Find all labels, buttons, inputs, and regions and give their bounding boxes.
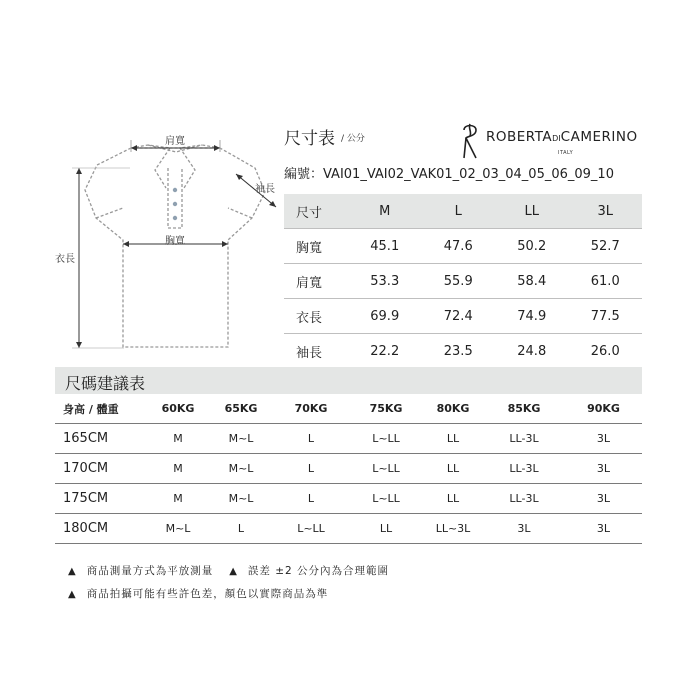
header-cell: 身高 / 體重	[55, 394, 147, 424]
table-cell: 61.0	[569, 264, 643, 299]
body-length-label: 衣長	[55, 254, 75, 265]
table-cell: LL-3L	[483, 424, 565, 454]
header-cell: M	[348, 194, 422, 229]
size-chart-heading	[284, 124, 365, 149]
table-row	[55, 454, 642, 484]
table-cell: M~L	[209, 484, 273, 514]
table-cell: L	[209, 514, 273, 544]
shoulder-width-label: 肩寬	[165, 136, 185, 147]
table-cell: 72.4	[422, 299, 496, 334]
shirt-measurement-diagram	[0, 0, 290, 370]
recommendation-table	[55, 394, 642, 544]
table-cell: 3L	[565, 484, 642, 514]
table-row	[55, 484, 642, 514]
table-cell: L~LL	[349, 454, 423, 484]
header-cell: 60KG	[147, 394, 209, 424]
table-cell: 77.5	[569, 299, 643, 334]
table-cell: M	[147, 454, 209, 484]
size-chart-table	[284, 194, 642, 369]
table-cell: L	[273, 424, 349, 454]
product-code: 編號：VAI01_VAI02_VAK01_02_03_04_05_06_09_10	[284, 167, 614, 182]
size-chart-title: 尺寸表	[284, 129, 335, 149]
table-cell: LL	[349, 514, 423, 544]
row-label: 袖長	[284, 334, 348, 369]
table-row	[55, 514, 642, 544]
brand-name: ROBERTADICAMERINO	[486, 129, 638, 145]
table-cell: LL~3L	[423, 514, 483, 544]
table-cell: M	[147, 484, 209, 514]
note-text: 商品拍攝可能有些許色差，顏色以實際商品為準	[86, 588, 329, 600]
table-cell: LL	[423, 454, 483, 484]
table-row	[55, 424, 642, 454]
recommendation-title: 尺碼建議表	[65, 374, 146, 393]
table-row	[284, 334, 642, 369]
header-cell: 3L	[569, 194, 643, 229]
table-row	[284, 299, 642, 334]
size-chart-unit: / 公分	[341, 134, 365, 144]
table-cell: 47.6	[422, 229, 496, 264]
table-cell: 22.2	[348, 334, 422, 369]
height-cell: 175CM	[55, 484, 147, 514]
header-cell: 70KG	[273, 394, 349, 424]
header-cell: 尺寸	[284, 194, 348, 229]
chest-width-label: 胸寬	[165, 236, 185, 247]
table-cell: LL	[423, 484, 483, 514]
height-cell: 170CM	[55, 454, 147, 484]
table-cell: 26.0	[569, 334, 643, 369]
table-cell: LL	[423, 424, 483, 454]
row-label: 衣長	[284, 299, 348, 334]
table-cell: 3L	[483, 514, 565, 544]
brand-emblem-icon	[458, 122, 484, 162]
measurement-note	[68, 563, 389, 578]
table-cell: M~L	[209, 424, 273, 454]
table-cell: M	[147, 424, 209, 454]
header-cell: 80KG	[423, 394, 483, 424]
table-cell: L~LL	[349, 424, 423, 454]
brand-subtitle: ITALY	[558, 150, 574, 156]
height-cell: 180CM	[55, 514, 147, 544]
table-cell: L~LL	[349, 484, 423, 514]
recommendation-header-row	[55, 394, 642, 424]
table-cell: 50.2	[495, 229, 569, 264]
table-cell: M~L	[147, 514, 209, 544]
table-cell: 23.5	[422, 334, 496, 369]
header-cell: 90KG	[565, 394, 642, 424]
recommendation-title-bar	[55, 367, 642, 394]
table-row	[284, 229, 642, 264]
triangle-bullet-icon: ▲	[68, 589, 77, 600]
triangle-bullet-icon: ▲	[229, 566, 238, 577]
color-note	[68, 586, 328, 601]
table-cell: 74.9	[495, 299, 569, 334]
table-cell: LL-3L	[483, 484, 565, 514]
brand-logo	[458, 122, 648, 162]
table-cell: 3L	[565, 424, 642, 454]
table-cell: 52.7	[569, 229, 643, 264]
height-cell: 165CM	[55, 424, 147, 454]
polo-shirt-outline	[0, 0, 290, 370]
table-cell: L	[273, 454, 349, 484]
header-cell: 75KG	[349, 394, 423, 424]
row-label: 胸寬	[284, 229, 348, 264]
table-cell: 69.9	[348, 299, 422, 334]
header-cell: LL	[495, 194, 569, 229]
table-cell: 58.4	[495, 264, 569, 299]
size-table-header-row	[284, 194, 642, 229]
table-row	[284, 264, 642, 299]
table-cell: 3L	[565, 454, 642, 484]
row-label: 肩寬	[284, 264, 348, 299]
note-text: 商品測量方式為平放測量	[86, 565, 214, 577]
table-cell: L	[273, 484, 349, 514]
table-cell: 24.8	[495, 334, 569, 369]
note-text: 誤差 ±2 公分內為合理範圍	[247, 565, 390, 577]
table-cell: 53.3	[348, 264, 422, 299]
triangle-bullet-icon: ▲	[68, 566, 77, 577]
header-cell: 65KG	[209, 394, 273, 424]
sleeve-length-label: 袖長	[255, 184, 275, 195]
table-cell: L~LL	[273, 514, 349, 544]
table-cell: 45.1	[348, 229, 422, 264]
header-cell: 85KG	[483, 394, 565, 424]
table-cell: 3L	[565, 514, 642, 544]
table-cell: M~L	[209, 454, 273, 484]
table-cell: 55.9	[422, 264, 496, 299]
table-cell: LL-3L	[483, 454, 565, 484]
header-cell: L	[422, 194, 496, 229]
